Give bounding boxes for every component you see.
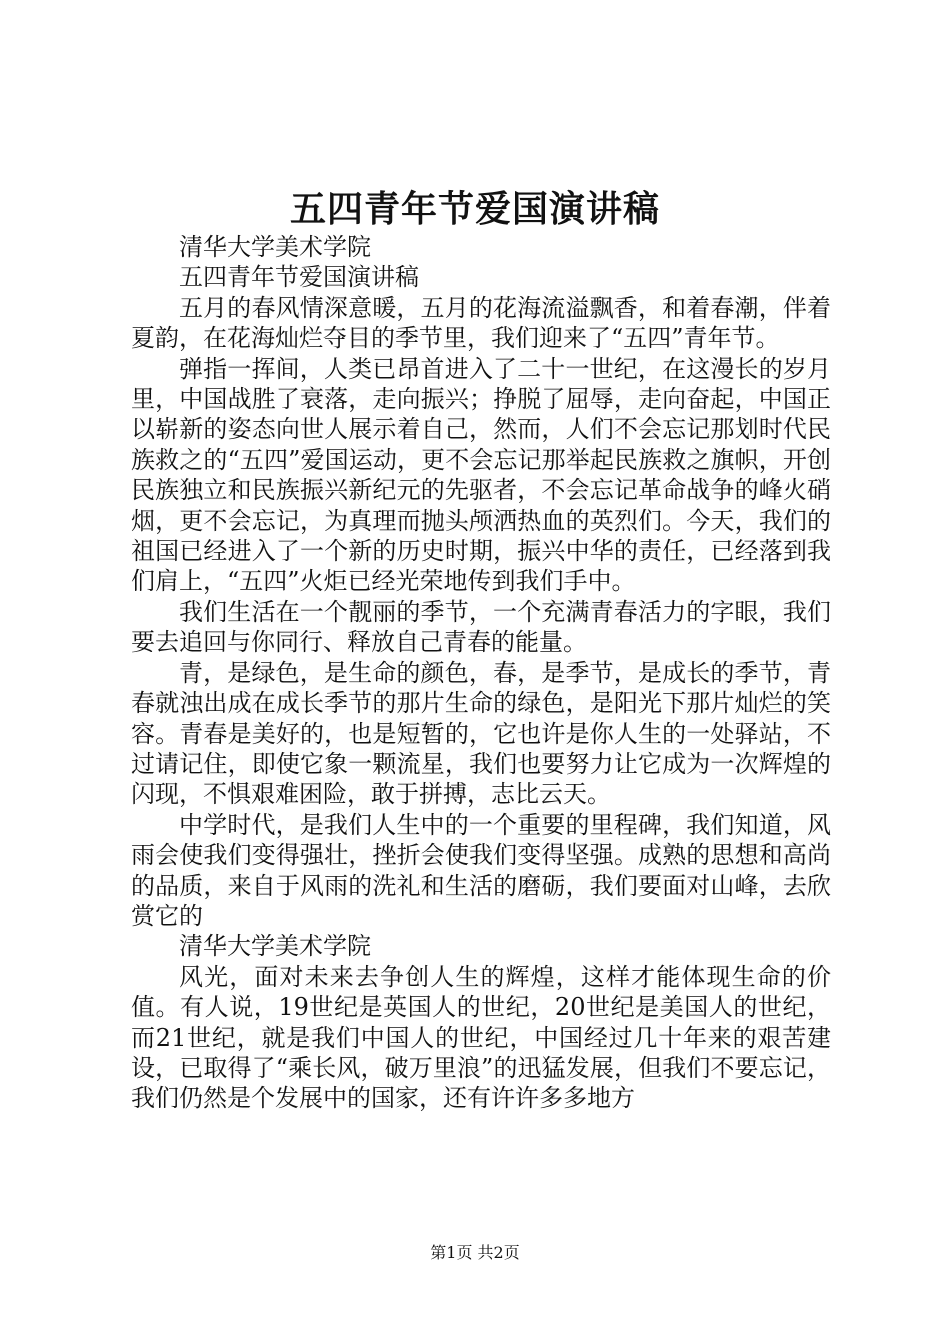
document-title: 五四青年节爱国演讲稿 xyxy=(289,188,660,230)
paragraph: 我们生活在一个靓丽的季节，一个充满青春活力的字眼，我们要去追回与你同行、释放自己青春的能量。 xyxy=(131,597,831,657)
paragraph-institution: 清华大学美术学院 xyxy=(179,233,371,261)
paragraph: 中学时代，是我们人生中的一个重要的里程碑，我们知道，风雨会使我们变得强壮，挫折会使我们变得坚强。成熟的思想和高尚的品质，来自于风雨的洗礼和生活的磨砺，我们要面对山峰，去欣赏它的 xyxy=(131,810,831,930)
paragraph-subtitle: 五四青年节爱国演讲稿 xyxy=(179,263,419,292)
paragraph: 青，是绿色，是生命的颜色，春，是季节，是成长的季节，青春就浊出成在成长季节的那片生命的绿色，是阳光下那片灿烂的笑容。青春是美好的，也是短暂的，它也许是你人生的一处驿站，不过请记住，即使它象一颗流星，我们也要努力让它成为一次辉煌的闪现，不惧艰难困险，敢于拼搏，志比云天。 xyxy=(131,658,831,809)
document-body xyxy=(131,232,831,1114)
page-number: 第1页 共2页 xyxy=(430,1243,520,1262)
paragraph-institution-repeat: 清华大学美术学院 xyxy=(179,932,371,961)
paragraph: 风光，面对未来去争创人生的辉煌，这样才能体现生命的价值。有人说，19世纪是英国人的世纪，20世纪是美国人的世纪，而21世纪，就是我们中国人的世纪，中国经过几十年来的艰苦建设，已取得了“乘长风，破万里浪”的迅猛发展，但我们不要忘记，我们仍然是个发展中的国家，还有许许多多地方 xyxy=(131,962,831,1113)
paragraph: 弹指一挥间，人类已昂首进入了二十一世纪，在这漫长的岁月里，中国战胜了衰落，走向振兴；挣脱了屈辱，走向奋起，中国正以崭新的姿态向世人展示着自己，然而，人们不会忘记那划时代民族救之的“五四”爱国运动，更不会忘记那举起民族救之旗帜，开创民族独立和民族振兴新纪元的先驱者，不会忘记革命战争的峰火硝烟，更不会忘记，为真理而抛头颅洒热血的英烈们。今天，我们的祖国已经进入了一个新的历史时期，振兴中华的责任，已经落到我们肩上，“五四”火炬已经光荣地传到我们手中。 xyxy=(131,354,831,596)
paragraph: 五月的春风情深意暖，五月的花海流溢飘香，和着春潮，伴着夏韵，在花海灿烂夺目的季节里，我们迎来了“五四”青年节。 xyxy=(131,293,831,353)
